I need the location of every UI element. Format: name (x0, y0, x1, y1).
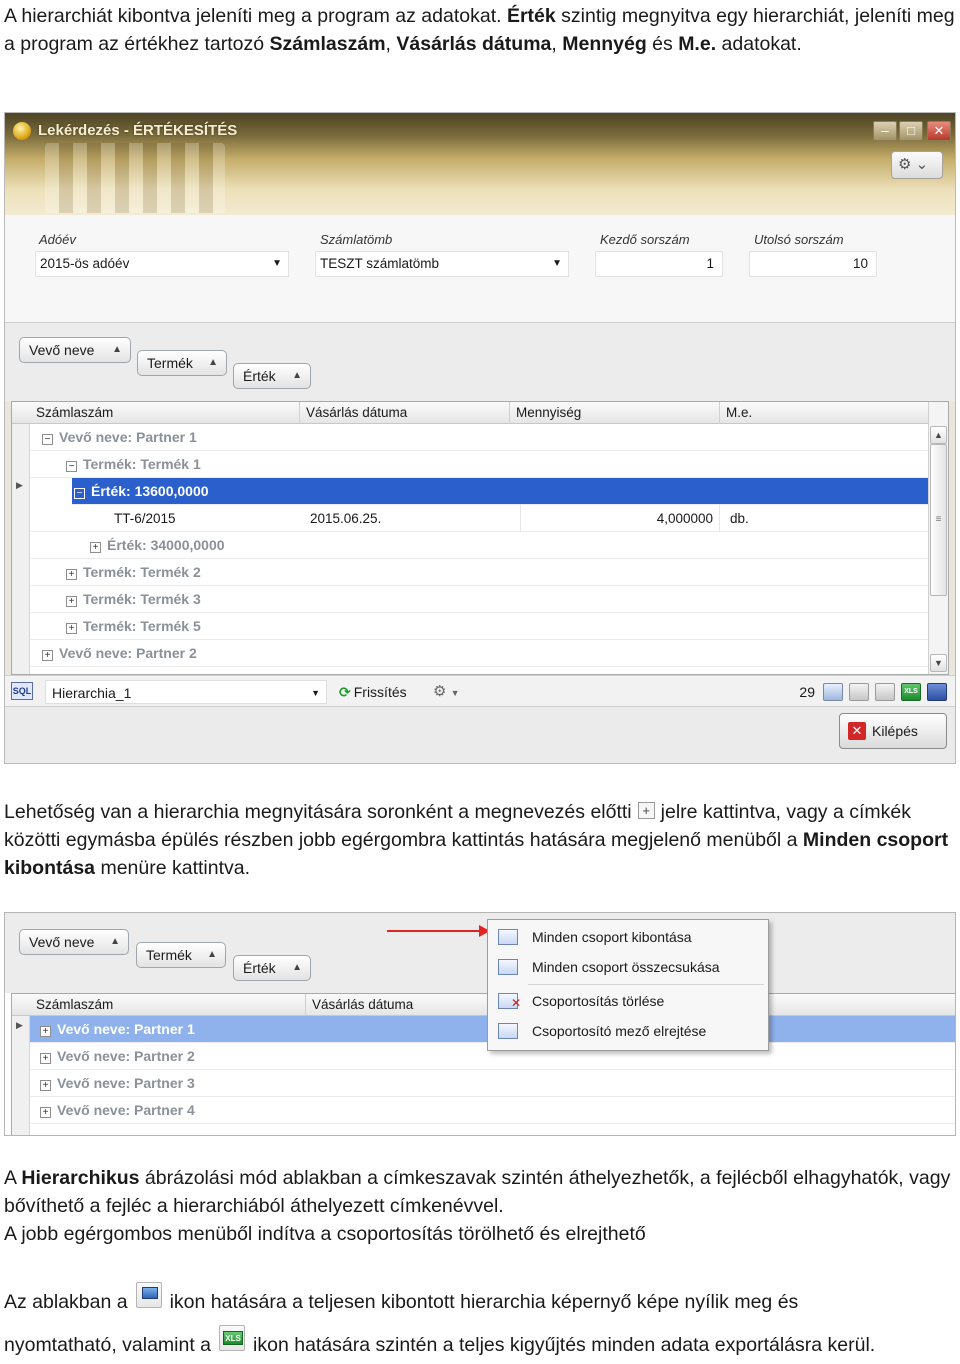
menu-item-collapse-all[interactable] (488, 952, 768, 982)
bold-term: Hierarchikus (21, 1167, 140, 1189)
block-select[interactable] (315, 251, 569, 277)
unit-cell: db. (730, 511, 749, 526)
gear-icon: ⚙ (898, 156, 912, 173)
sort-up-icon: ▲ (207, 949, 217, 960)
grouped-grid (11, 993, 956, 1136)
row-label: Érték: 13600,0000 (91, 483, 209, 499)
maximize-button[interactable]: □ (899, 121, 923, 141)
menu-item-label: Minden csoport kibontása (532, 929, 692, 945)
sql-icon[interactable]: SQL (11, 682, 33, 700)
menu-item-expand-all[interactable] (488, 922, 768, 952)
excel-export-icon[interactable]: XLS (901, 683, 921, 701)
tree-row[interactable] (30, 532, 928, 559)
minimize-button[interactable]: – (873, 121, 897, 141)
record-count: 29 (799, 684, 815, 700)
menu-item-label: Csoportosítás törlése (532, 993, 665, 1009)
tree-row[interactable] (30, 1070, 956, 1097)
sort-up-icon: ▲ (110, 936, 120, 947)
data-row[interactable] (30, 505, 928, 532)
expand-icon[interactable]: + (40, 1026, 51, 1037)
group-chip-value[interactable] (233, 955, 311, 981)
collapse-icon[interactable]: − (74, 488, 85, 499)
row-label: Termék: Termék 2 (83, 564, 201, 580)
banner-decoration (45, 143, 225, 213)
menu-separator (528, 984, 764, 985)
exit-label: Kilépés (872, 723, 918, 739)
para-text: Lehetőség van a hierarchia megnyitására soronként a megnevezés előtti (4, 801, 632, 823)
row-label: Vevő neve: Partner 1 (59, 429, 197, 445)
intro-paragraph (4, 2, 956, 58)
intro-text: és (646, 33, 679, 55)
row-selector-column (12, 424, 30, 674)
current-row-indicator-icon: ▶ (16, 1020, 23, 1030)
end-number-field[interactable]: 10 (749, 251, 877, 277)
save-icon[interactable] (927, 683, 947, 701)
sort-up-icon: ▲ (292, 370, 302, 381)
tree-row-selected[interactable] (72, 478, 928, 505)
dropdown-arrow-icon: ▼ (272, 258, 282, 269)
start-number-field[interactable]: 1 (595, 251, 723, 277)
collapse-icon[interactable]: − (42, 434, 53, 445)
group-chip-product[interactable] (137, 350, 227, 376)
filter-panel (5, 215, 955, 323)
quantity-cell: 4,000000 (520, 505, 720, 532)
chip-label: Érték (243, 368, 276, 384)
exit-button[interactable] (839, 713, 947, 749)
row-label: Termék: Termék 3 (83, 591, 201, 607)
block-label: Számlatömb (320, 232, 393, 247)
app-icon (13, 122, 31, 140)
context-menu-screenshot (4, 912, 956, 1136)
block-value: TESZT számlatömb (320, 256, 440, 271)
row-selector-column (12, 1016, 30, 1136)
invoice-cell: TT-6/2015 (114, 511, 176, 526)
row-label: Vevő neve: Partner 1 (57, 1021, 195, 1037)
scroll-down-button[interactable]: ▼ (930, 654, 947, 672)
print-preview-icon (132, 1278, 166, 1312)
sort-up-icon: ▲ (292, 962, 302, 973)
hierarchy-select[interactable] (45, 680, 327, 704)
expand-all-icon (498, 929, 518, 945)
intro-bold-unit: M.e. (678, 33, 717, 55)
year-select[interactable] (35, 251, 289, 277)
column-header-invoice[interactable]: Számlaszám (12, 402, 300, 424)
end-number-label: Utolsó sorszám (754, 232, 844, 247)
group-chip-value[interactable] (233, 363, 311, 389)
intro-text: , (551, 33, 563, 55)
tree-row[interactable] (30, 613, 928, 640)
chip-label: Termék (147, 355, 193, 371)
intro-bold-invoice: Számlaszám (269, 33, 386, 55)
clear-grouping-icon (498, 993, 518, 1009)
para-text: Az ablakban a (4, 1291, 128, 1313)
para-text: ikon hatására a teljesen kibontott hierarchia képernyő képe nyílik meg és (169, 1291, 799, 1313)
close-button[interactable]: ✕ (927, 121, 951, 141)
menu-item-clear-grouping[interactable] (488, 986, 768, 1016)
export-icon[interactable] (875, 683, 895, 701)
intro-text: adatokat. (716, 33, 802, 55)
group-chip-customer[interactable] (19, 929, 129, 955)
row-label: Vevő neve: Partner 2 (59, 645, 197, 661)
tree-row[interactable] (30, 424, 928, 451)
chip-label: Érték (243, 960, 276, 976)
intro-text: szintig megnyitva egy hierarchiát, jeleníti meg a program az értékhez tartozó (4, 5, 955, 55)
para-text: A (4, 1167, 22, 1189)
xls-label: XLS (223, 1331, 243, 1345)
context-menu (487, 919, 769, 1051)
intro-text: , (385, 33, 397, 55)
start-number-label: Kezdő sorszám (600, 232, 690, 247)
hide-group-panel-icon (498, 1023, 518, 1039)
chevron-down-icon: ⌄ (915, 156, 929, 173)
intro-bold-date: Vásárlás dátuma (396, 33, 552, 55)
row-label: Termék: Termék 1 (83, 456, 201, 472)
collapse-icon[interactable]: − (66, 461, 77, 472)
tree-row[interactable] (30, 1097, 956, 1124)
refresh-label: Frissítés (353, 684, 407, 700)
tree-row[interactable] (30, 451, 928, 478)
year-label: Adóév (39, 232, 76, 247)
chip-label: Vevő neve (29, 934, 95, 950)
exit-icon: ✕ (848, 722, 866, 740)
group-by-area (5, 323, 955, 401)
row-label: Érték: 34000,0000 (107, 537, 225, 553)
date-cell: 2015.06.25. (310, 511, 382, 526)
column-header-quantity[interactable]: Mennyiség (510, 402, 720, 424)
excel-export-icon (215, 1321, 249, 1355)
expand-instructions (4, 798, 956, 882)
para-text: nyomtatható, valamint a (4, 1334, 212, 1356)
grid-header (12, 994, 956, 1016)
expand-plus-icon: + (638, 802, 655, 819)
gear-icon: ⚙ (433, 683, 447, 700)
menu-item-label: Minden csoport összecsukása (532, 959, 720, 975)
dropdown-arrow-icon: ▼ (552, 258, 562, 269)
para-text: ikon hatására szintén a teljes kigyűjtés minden adata exportálásra kerül. (253, 1334, 876, 1356)
collapse-all-icon (498, 959, 518, 975)
vertical-scrollbar[interactable] (928, 402, 948, 674)
year-value: 2015-ös adóév (40, 256, 130, 271)
menu-item-hide-group-panel[interactable] (488, 1016, 768, 1046)
expand-icon[interactable]: + (66, 596, 77, 607)
settings-menu-button[interactable] (891, 151, 943, 179)
row-label: Vevő neve: Partner 3 (57, 1075, 195, 1091)
group-chip-product[interactable] (136, 942, 226, 968)
scroll-thumb[interactable]: ≡ (930, 444, 947, 596)
hierarchy-grid (11, 401, 949, 675)
para-text: ábrázolási mód ablakban a címkeszavak szintén áthelyezhetők, a fejlécből elhagyhatók, vagy bővíthető a fejléc a hierarchiából áthelyezett címkenévvel. (4, 1167, 951, 1217)
para-text: A jobb egérgombos menüből indítva a csoportosítás törölhető és elrejthető (4, 1223, 646, 1245)
column-header-date[interactable]: Vásárlás dátuma (306, 994, 506, 1016)
scroll-up-button[interactable]: ▲ (930, 426, 947, 444)
expand-icon[interactable]: + (42, 650, 53, 661)
grid-header (12, 402, 928, 424)
hierarchy-value: Hierarchia_1 (52, 685, 132, 701)
column-header-unit[interactable]: M.e. (726, 405, 753, 420)
expand-icon[interactable]: + (40, 1080, 51, 1091)
intro-bold-qty: Mennyég (562, 33, 647, 55)
menu-item-label: Csoportosító mező elrejtése (532, 1023, 707, 1039)
window-title: Lekérdezés - ÉRTÉKESÍTÉS (38, 122, 238, 139)
query-window (4, 112, 956, 764)
refresh-button[interactable] (339, 680, 407, 704)
menu-item-name: Minden csoport kibontása (4, 829, 949, 879)
current-row-indicator-icon: ▶ (16, 480, 23, 490)
refresh-icon: ⟳ (339, 684, 351, 700)
sort-up-icon: ▲ (112, 344, 122, 355)
row-label: Vevő neve: Partner 4 (57, 1102, 195, 1118)
intro-text: A hierarchiát kibontva jeleníti meg a program az adatokat. (4, 5, 507, 27)
toolbar-settings-button[interactable] (433, 680, 460, 705)
tree-row[interactable] (30, 640, 928, 667)
expand-icon[interactable]: + (40, 1107, 51, 1118)
tree-row[interactable] (30, 559, 928, 586)
intro-bold-value: Érték (506, 5, 556, 27)
para-text: jelre kattintva, vagy a címkék közötti egymásba épülés részben jobb egérgombra kattintás hatására megjelenő menüből a (4, 801, 911, 851)
expand-icon[interactable]: + (66, 623, 77, 634)
window-titlebar (5, 113, 955, 215)
print-preview-icon[interactable] (823, 683, 843, 701)
expand-icon[interactable]: + (90, 542, 101, 553)
bottom-bar (5, 707, 955, 763)
expand-icon[interactable]: + (66, 569, 77, 580)
row-label: Termék: Termék 5 (83, 618, 201, 634)
para-text: menüre kattintva. (95, 857, 251, 879)
chip-label: Vevő neve (29, 342, 95, 358)
group-chip-customer[interactable] (19, 337, 131, 363)
row-label: Vevő neve: Partner 2 (57, 1048, 195, 1064)
dropdown-arrow-icon: ▼ (450, 688, 460, 698)
tree-row[interactable] (30, 586, 928, 613)
annotation-arrow (387, 930, 487, 932)
dropdown-arrow-icon: ▼ (311, 688, 320, 698)
table-icon[interactable] (849, 683, 869, 701)
hierarchy-description (4, 1164, 956, 1248)
expand-icon[interactable]: + (40, 1053, 51, 1064)
column-header-date[interactable]: Vásárlás dátuma (300, 402, 510, 424)
grid-toolbar (5, 675, 955, 707)
chip-label: Termék (146, 947, 192, 963)
icon-description (4, 1278, 956, 1364)
column-header-invoice[interactable]: Számlaszám (12, 994, 306, 1016)
sort-up-icon: ▲ (208, 357, 218, 368)
